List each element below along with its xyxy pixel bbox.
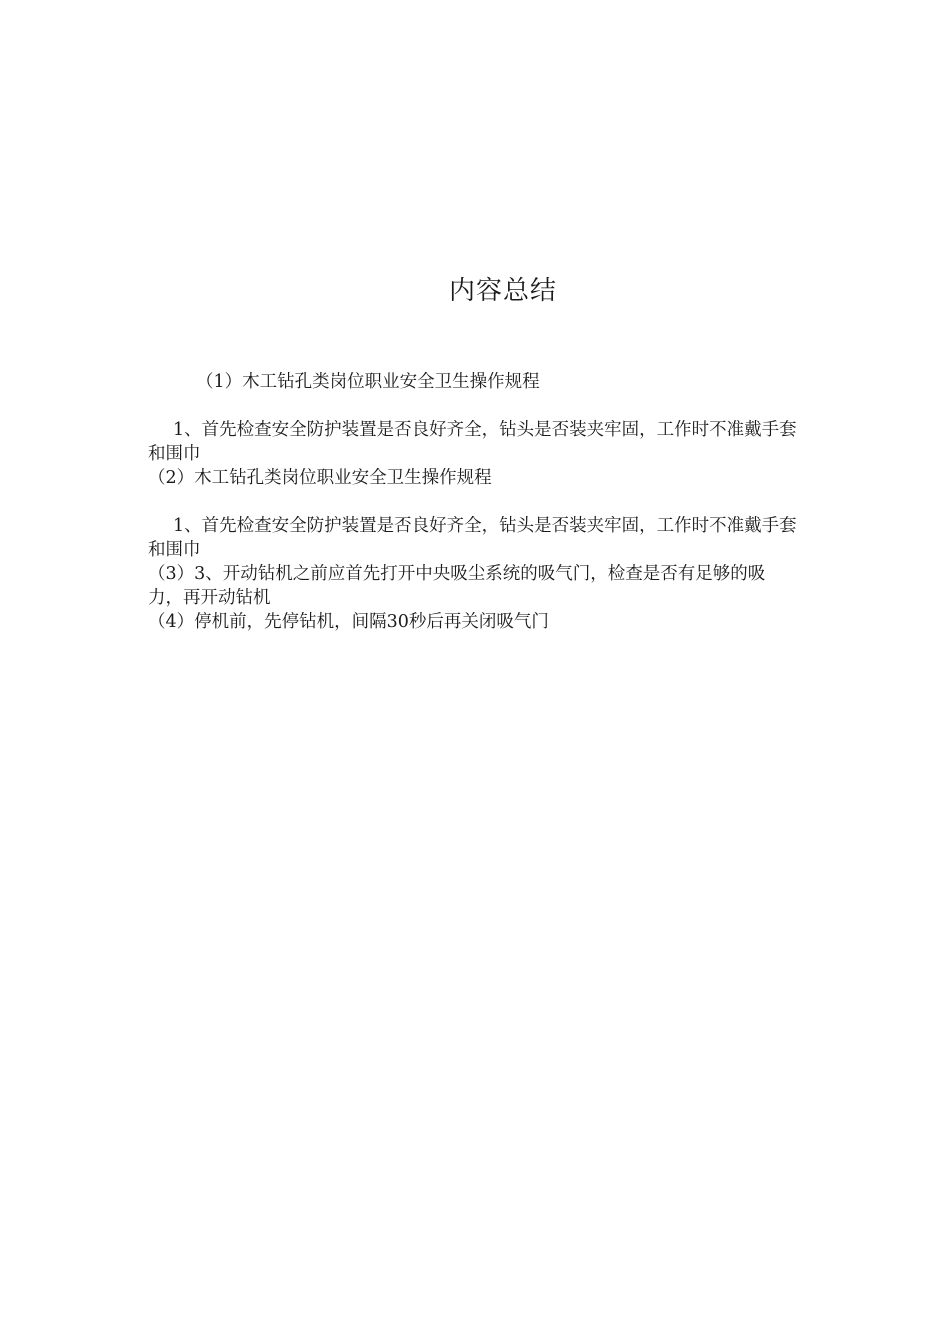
paragraph-4: （4）停机前，先停钻机，间隔30秒后再关闭吸气门: [148, 612, 549, 632]
section-heading-1: （1）木工钻孔类岗位职业安全卫生操作规程: [196, 372, 540, 392]
spacer: [148, 490, 798, 514]
paragraph-1: 1、首先检查安全防护装置是否良好齐全，钻头是否装夹牢固，工作时不准戴手套和围巾: [148, 420, 797, 464]
document-body: [148, 370, 798, 634]
paragraph-3: （3）3、开动钻机之前应首先打开中央吸尘系统的吸气门，检查是否有足够的吸力，再开动钻机: [148, 564, 766, 608]
page-title: 内容总结: [448, 276, 557, 306]
spacer: [148, 394, 798, 418]
section-heading-2: （2）木工钻孔类岗位职业安全卫生操作规程: [148, 468, 492, 488]
paragraph-2: 1、首先检查安全防护装置是否良好齐全，钻头是否装夹牢固，工作时不准戴手套和围巾: [148, 516, 797, 560]
